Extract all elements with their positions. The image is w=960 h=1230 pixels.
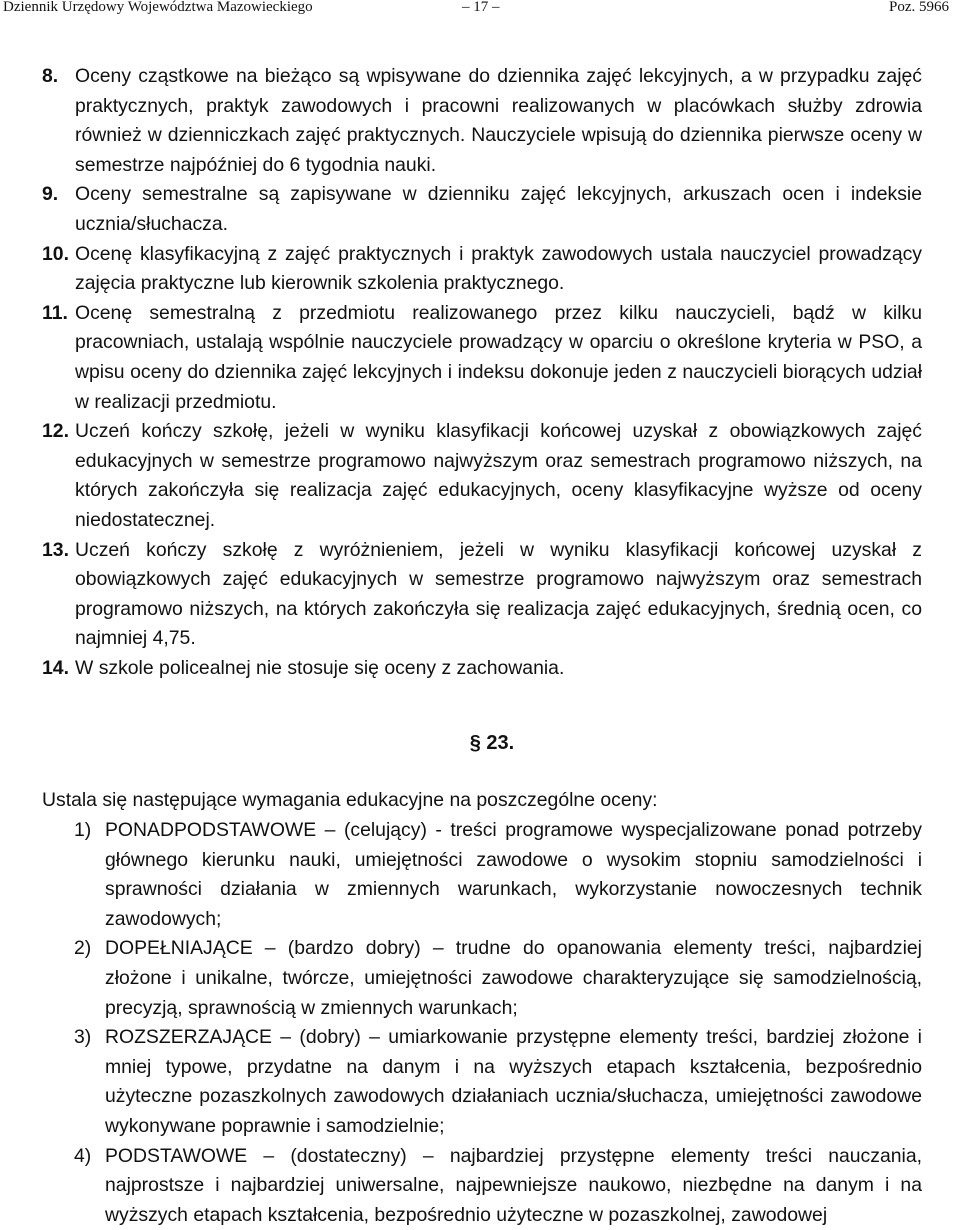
- item-text: Ocenę klasyfikacyjną z zajęć praktycznych i praktyk zawodowych ustala nauczyciel prowadzący zajęcia praktyczne lub kierownik szkolenia praktycznego.: [75, 242, 922, 295]
- requirement-item: [42, 934, 922, 1023]
- requirement-item: [42, 1023, 922, 1141]
- list-item: [42, 299, 922, 417]
- requirement-number: 4): [74, 1144, 92, 1167]
- position-number: Poz. 5966: [889, 0, 949, 15]
- requirement-text: DOPEŁNIAJĄCE – (bardzo dobry) – trudne do opanowania elementy treści, najbardziej złożone i unikalne, twórcze, umiejętności zawodowe charakteryzujące się samodzielnością, precyzją, sprawnością w zmiennych warunkach;: [105, 937, 922, 1019]
- list-item: [42, 62, 922, 180]
- requirement-text: ROZSZERZAJĄCE – (dobry) – umiarkowanie przystępne elementy treści, bardziej złożone i mniej typowe, przydatne na danym i na wyższych etapach kształcenia, bezpośrednio użyteczne pozaszkolnych zawodowych działaniach ucznia/słuchacza, umiejętności zawodowe wykonywane poprawnie i samodzielnie;: [105, 1026, 922, 1137]
- item-text: Oceny cząstkowe na bieżąco są wpisywane do dziennika zajęć lekcyjnych, a w przypadku zajęć praktycznych, praktyk zawodowych i pracowni realizowanych w placówkach służby zdrowia również w dzienniczkach zajęć praktycznych. Nauczyciele wpisują do dziennika pierwsze oceny w semestrze najpóźniej do 6 tygodnia nauki.: [75, 65, 922, 176]
- requirement-text: PONADPODSTAWOWE – (celujący) - treści programowe wyspecjalizowane ponad potrzeby głównego kierunku nauki, umiejętności zawodowe o wysokim stopniu samodzielności i sprawności działania w zmiennych warunkach, wykorzystanie nowoczesnych technik zawodowych;: [105, 819, 922, 930]
- item-text: W szkole policealnej nie stosuje się oceny z zachowania.: [75, 656, 565, 679]
- item-text: Oceny semestralne są zapisywane w dzienniku zajęć lekcyjnych, arkuszach ocen i indeksie ucznia/słuchacza.: [75, 183, 922, 235]
- section-heading: § 23.: [469, 732, 515, 755]
- item-number: 13.: [42, 538, 69, 561]
- section-intro: Ustala się następujące wymagania edukacyjne na poszczególne oceny:: [42, 789, 658, 812]
- requirement-number: 3): [74, 1026, 92, 1049]
- page-number: – 17 –: [462, 0, 500, 15]
- item-text: Uczeń kończy szkołę z wyróżnieniem, jeżeli w wyniku klasyfikacji końcowej uzyskał z obowiązkowych zajęć edukacyjnych w semestrze programowo najwyższym oraz semestrach programowo niższych, na których zakończyła się realizacja zajęć edukacyjnych, średnią ocen, co najmniej 4,75.: [75, 538, 922, 650]
- list-item: [42, 536, 922, 654]
- requirement-text: PODSTAWOWE – (dostateczny) – najbardziej przystępne elementy treści nauczania, najprostsze i najbardziej uniwersalne, najpewniejsze naukowo, niezbędne na danym i na wyższych etapach kształcenia, bezpośrednio użyteczne w pozaszkolnej, zawodowej: [105, 1144, 922, 1226]
- item-number: 14.: [42, 656, 69, 679]
- list-item: [42, 240, 922, 299]
- document-body: [42, 62, 922, 1230]
- requirements-list: [42, 816, 922, 1230]
- requirement-number: 2): [74, 937, 92, 960]
- list-item: [42, 417, 922, 535]
- requirement-item: [42, 1142, 922, 1230]
- page-header: [0, 0, 960, 16]
- list-item: [42, 654, 922, 684]
- list-item: [42, 180, 922, 239]
- item-number: 10.: [42, 242, 69, 265]
- item-text: Ocenę semestralną z przedmiotu realizowanego przez kilku nauczycieli, bądź w kilku pracowniach, ustalają wspólnie nauczyciele prowadzący w oparciu o określone kryteria w PSO, a wpisu oceny do dziennika zajęć lekcyjnych i indeksu dokonuje jeden z nauczycieli biorących udział w realizacji przedmiotu.: [75, 301, 922, 413]
- requirement-item: [42, 816, 922, 934]
- item-number: 12.: [42, 420, 69, 443]
- requirement-number: 1): [74, 819, 92, 842]
- journal-title: Dziennik Urzędowy Województwa Mazowieckiego: [3, 0, 313, 15]
- item-text: Uczeń kończy szkołę, jeżeli w wyniku klasyfikacji końcowej uzyskał z obowiązkowych zajęć edukacyjnych w semestrze programowo najwyższym oraz semestrach programowo niższych, na których zakończyła się realizacja zajęć edukacyjnych, oceny klasyfikacyjne wyższe od oceny niedostatecznej.: [75, 420, 922, 531]
- item-number: 11.: [42, 301, 68, 324]
- item-number: 8.: [42, 65, 59, 87]
- item-number: 9.: [42, 183, 59, 206]
